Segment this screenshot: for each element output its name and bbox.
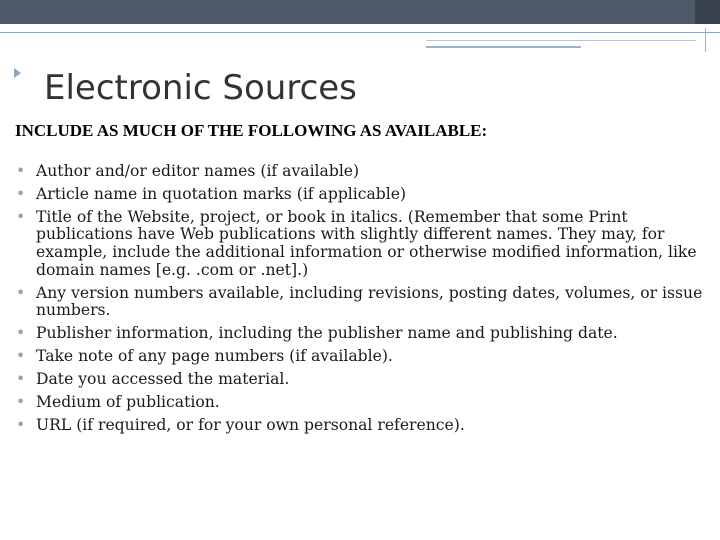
slide-title: Electronic Sources — [44, 68, 357, 108]
list-item — [14, 348, 704, 366]
list-item-text: Take note of any page numbers (if available). — [36, 347, 393, 366]
list-item-text: Publisher information, including the publisher name and publishing date. — [36, 324, 618, 343]
decorative-line — [426, 40, 696, 41]
bullet-icon: • — [16, 393, 26, 412]
bullet-icon: • — [16, 415, 26, 434]
bullet-icon: • — [16, 283, 26, 302]
list-item — [14, 163, 704, 181]
decorative-line — [426, 46, 581, 48]
list-item — [14, 371, 704, 389]
bullet-icon: • — [16, 162, 26, 180]
header-band-accent — [695, 0, 720, 24]
title-marker-icon — [14, 68, 21, 78]
list-item-text: Any version numbers available, including revisions, posting dates, volumes, or issue numbers. — [36, 283, 703, 320]
bullet-icon: • — [16, 207, 26, 226]
header-band — [0, 0, 720, 24]
list-item-text: Article name in quotation marks (if applicable) — [36, 184, 407, 203]
bullet-icon: • — [16, 324, 26, 343]
list-item — [14, 394, 704, 412]
list-item-text: Date you accessed the material. — [36, 370, 290, 389]
list-item — [14, 285, 704, 320]
list-item-text: Title of the Website, project, or book in italics. (Remember that some Print publications have Web publications with slightly different names. They may, for example, include the additional information or otherwise modified information, like domain names [e.g. .com or .net].) — [36, 207, 697, 279]
bullet-icon: • — [16, 370, 26, 389]
list-item — [14, 209, 704, 280]
list-item-text: Medium of publication. — [36, 393, 220, 412]
list-item-text: Author and/or editor names (if available) — [36, 162, 360, 180]
bullet-list — [14, 163, 704, 440]
list-item — [14, 417, 704, 435]
bullet-icon: • — [16, 347, 26, 366]
list-item-text: URL (if required, or for your own personal reference). — [36, 415, 465, 434]
list-item — [14, 186, 704, 204]
decorative-line — [0, 32, 720, 33]
slide-subtitle: INCLUDE AS MUCH OF THE FOLLOWING AS AVAILABLE: — [15, 121, 488, 140]
list-item — [14, 325, 704, 343]
decorative-line — [705, 28, 706, 52]
bullet-icon: • — [16, 184, 26, 203]
